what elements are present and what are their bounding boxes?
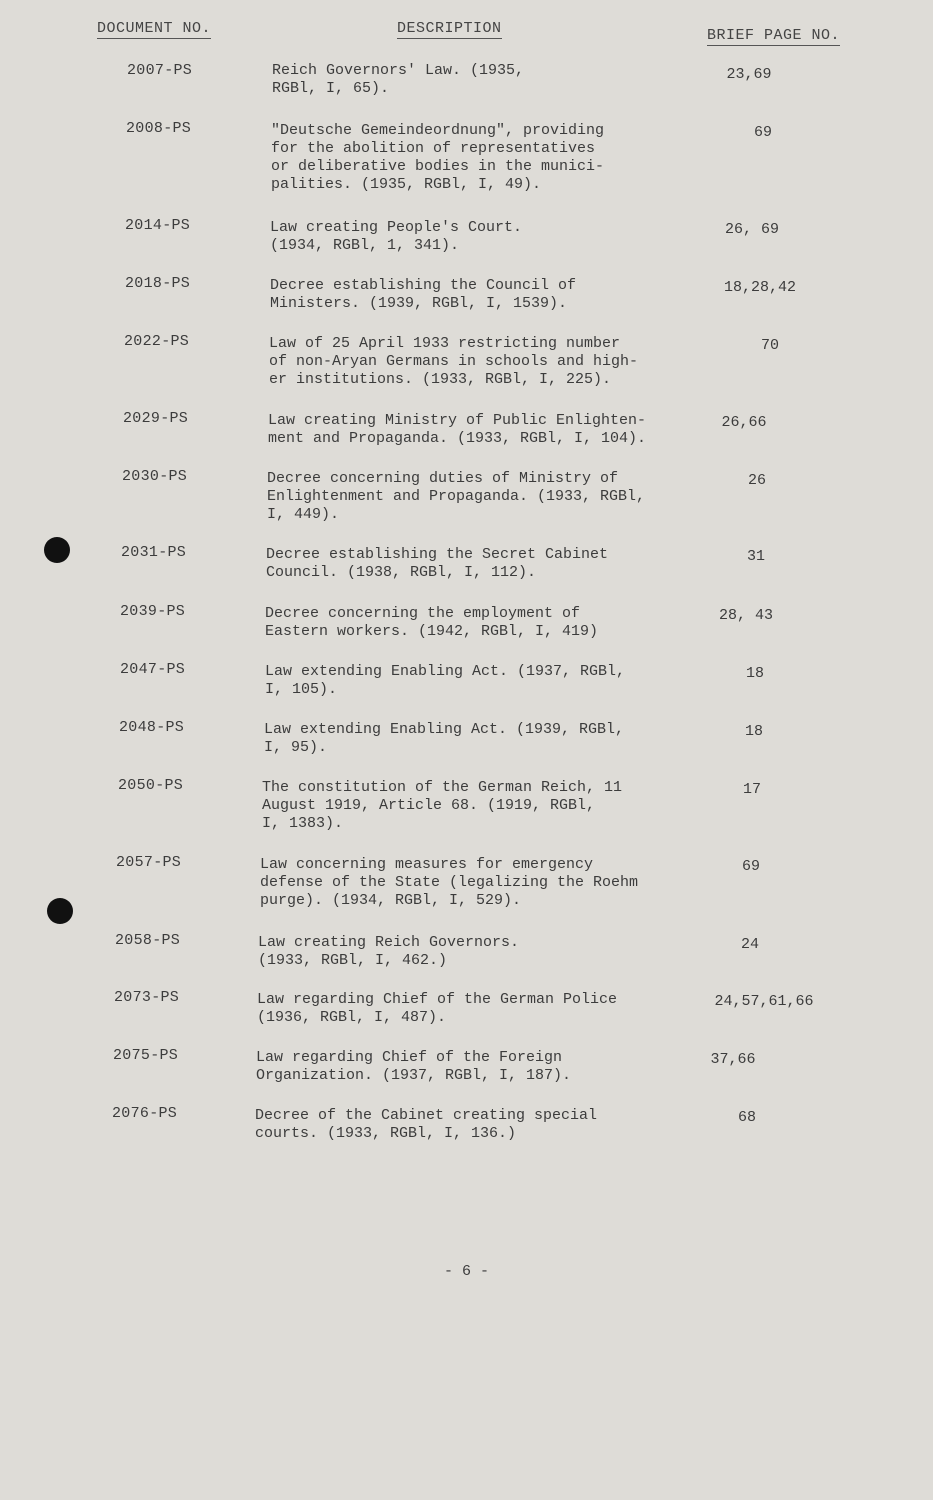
document-description: Law of 25 April 1933 restricting number of non-Aryan Germans in schools and high- er institutions. (1933, RGBl, I, 225). [269,335,639,388]
brief-page-number: 23,69 [726,66,772,83]
document-description: "Deutsche Gemeindeordnung", providing for the abolition of representatives or deliberative bodies in the munici- palities. (1935, RGBl, I, 49). [271,122,605,193]
document-description: Decree concerning duties of Ministry of Enlightenment and Propaganda. (1933, RGBl, I, 449). [267,470,646,523]
document-number: 2031-PS [121,544,187,561]
punch-hole-icon [44,537,70,563]
brief-page-number: 28, 43 [718,607,773,624]
document-number: 2029-PS [123,410,189,427]
brief-page-number: 18,28,42 [723,279,796,296]
document-description: Reich Governors' Law. (1935, RGBl, I, 65). [272,62,525,97]
header-document-no: DOCUMENT NO. [97,20,212,37]
document-number: 2058-PS [115,932,181,949]
brief-page-number: 68 [737,1109,756,1126]
document-number: 2008-PS [126,120,192,137]
document-number: 2048-PS [119,719,185,736]
brief-page-number: 69 [753,124,772,141]
brief-page-number: 18 [744,723,763,740]
brief-page-number: 31 [746,548,765,565]
document-description: Law concerning measures for emergency defense of the State (legalizing the Roehm purge). (1934, RGBl, I, 529). [260,856,639,909]
document-description: Law extending Enabling Act. (1939, RGBl, I, 95). [264,721,625,756]
document-number: 2039-PS [120,603,186,620]
document-number: 2030-PS [122,468,188,485]
document-description: Decree concerning the employment of Eastern workers. (1942, RGBl, I, 419) [265,605,599,640]
document-description: The constitution of the German Reich, 11 August 1919, Article 68. (1919, RGBl, I, 1383). [262,779,623,832]
document-number: 2047-PS [120,661,186,678]
document-description: Law regarding Chief of the German Police (1936, RGBl, I, 487). [257,991,618,1026]
brief-page-number: 24,57,61,66 [714,993,814,1010]
document-number: 2075-PS [113,1047,179,1064]
document-number: 2007-PS [127,62,193,79]
document-number: 2014-PS [125,217,191,234]
punch-hole-icon [47,898,73,924]
document-description: Law regarding Chief of the Foreign Organization. (1937, RGBl, I, 187). [256,1049,572,1084]
brief-page-number: 24 [740,936,759,953]
document-description: Decree establishing the Council of Ministers. (1939, RGBl, I, 1539). [270,277,577,312]
brief-page-number: 26, 69 [724,221,779,238]
document-number: 2050-PS [118,777,184,794]
brief-page-number: 70 [760,337,779,354]
brief-page-number: 37,66 [710,1051,756,1068]
brief-page-number: 17 [742,781,761,798]
header-brief-page-no: BRIEF PAGE NO. [707,27,841,44]
document-description: Decree of the Cabinet creating special courts. (1933, RGBl, I, 136.) [255,1107,598,1142]
document-number: 2076-PS [112,1105,178,1122]
document-description: Law extending Enabling Act. (1937, RGBl, I, 105). [265,663,626,698]
brief-page-number: 26,66 [721,414,767,431]
brief-page-number: 26 [747,472,766,489]
header-description: DESCRIPTION [397,20,502,37]
document-number: 2073-PS [114,989,180,1006]
document-number: 2018-PS [125,275,191,292]
document-description: Law creating People's Court. (1934, RGBl, 1, 341). [270,219,523,254]
brief-page-number: 18 [745,665,764,682]
document-number: 2057-PS [116,854,182,871]
brief-page-number: 69 [741,858,760,875]
document-description: Law creating Ministry of Public Enlighten- ment and Propaganda. (1933, RGBl, I, 104). [268,412,647,447]
document-number: 2022-PS [124,333,190,350]
page-number: - 6 - [443,1263,489,1280]
document-description: Decree establishing the Secret Cabinet Council. (1938, RGBl, I, 112). [266,546,609,581]
document-description: Law creating Reich Governors. (1933, RGBl, I, 462.) [258,934,520,969]
